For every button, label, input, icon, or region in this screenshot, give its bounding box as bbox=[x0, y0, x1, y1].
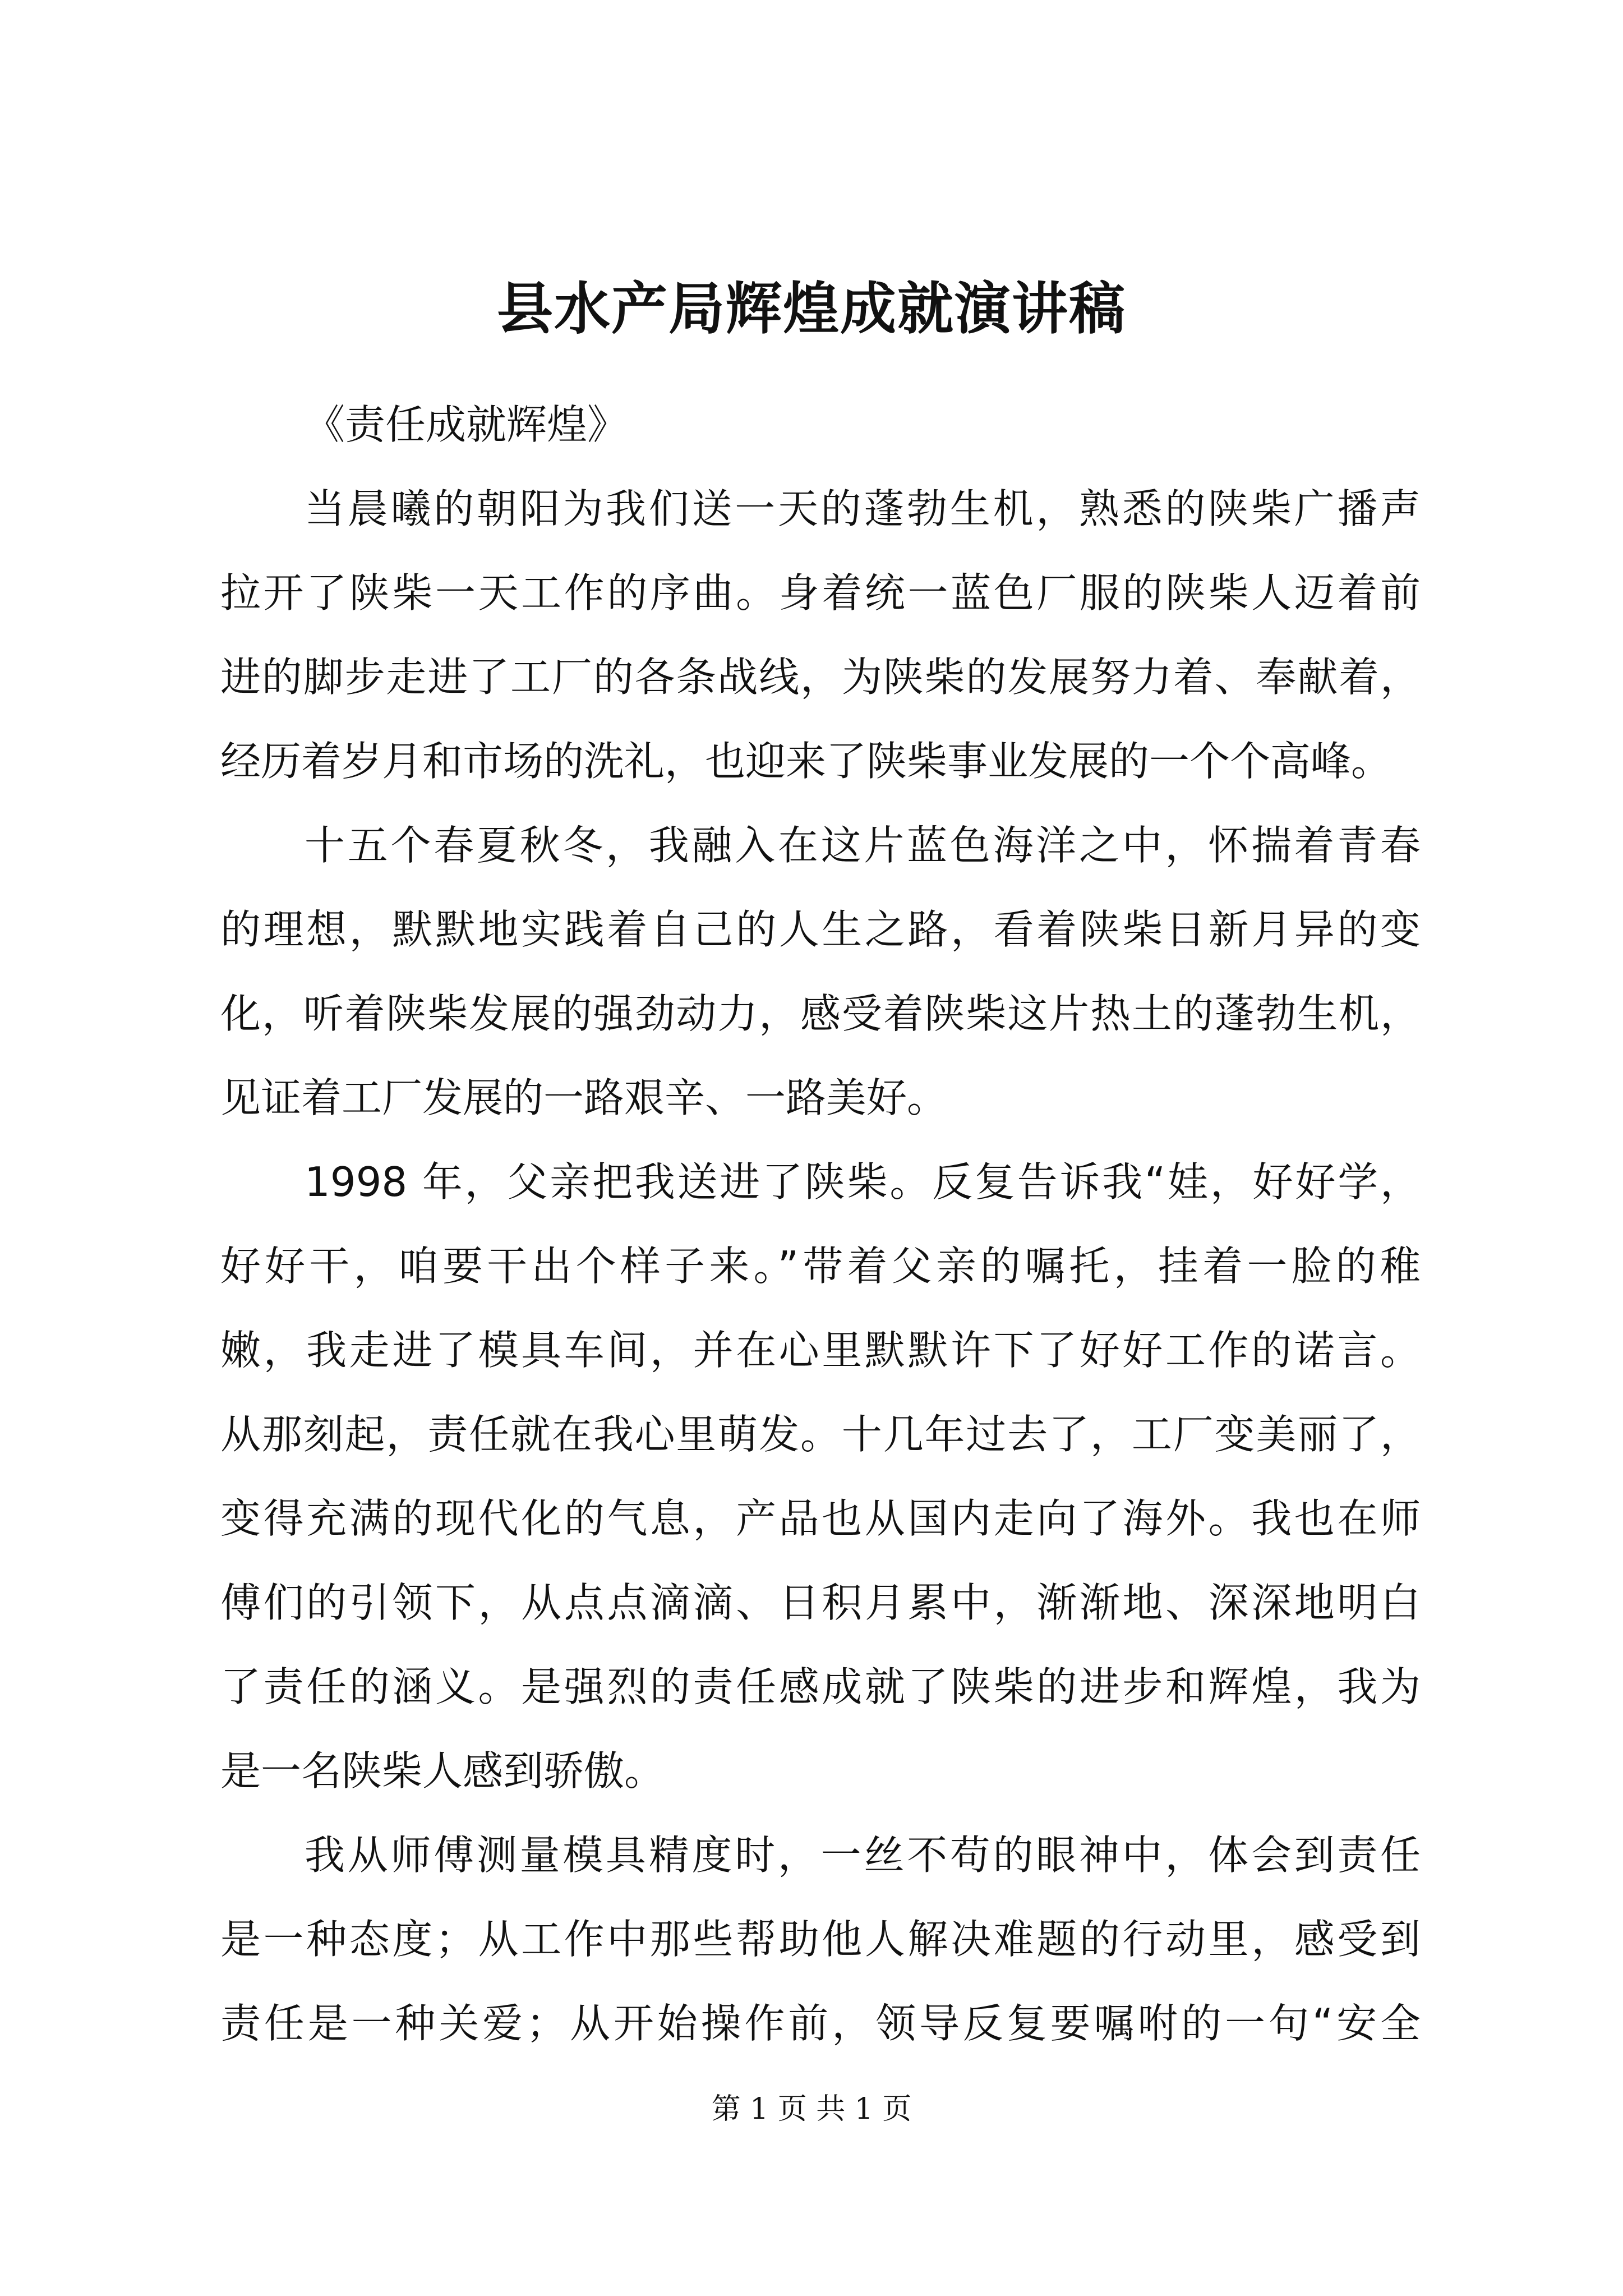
paragraph-line: 拉开了陕柴一天工作的序曲。身着统一蓝色厂服的陕柴人迈着前 bbox=[220, 569, 1421, 616]
paragraph-line: 当晨曦的朝阳为我们送一天的蓬勃生机，熟悉的陕柴广播声 bbox=[305, 485, 1421, 532]
paragraph-line: 十五个春夏秋冬，我融入在这片蓝色海洋之中，怀揣着青春 bbox=[305, 822, 1421, 869]
paragraph-line: 经历着岁月和市场的洗礼，也迎来了陕柴事业发展的一个个高峰。 bbox=[220, 738, 1392, 785]
paragraph-line: 变得充满的现代化的气息，产品也从国内走向了海外。我也在师 bbox=[220, 1495, 1421, 1542]
paragraph bbox=[220, 1813, 1421, 2065]
paragraph-line: 嫩，我走进了模具车间，并在心里默默许下了好好工作的诺言。 bbox=[220, 1327, 1421, 1374]
paragraph-line: 了责任的涵义。是强烈的责任感成就了陕柴的进步和辉煌，我为 bbox=[220, 1663, 1421, 1710]
paragraph-list bbox=[220, 467, 1421, 2065]
paragraph-line: 1998 年，父亲把我送进了陕柴。反复告诉我“娃，好好学， bbox=[305, 1158, 1421, 1205]
paragraph bbox=[220, 1140, 1421, 1813]
paragraph bbox=[220, 803, 1421, 1140]
paragraph-line: 傅们的引领下，从点点滴滴、日积月累中，渐渐地、深深地明白 bbox=[220, 1579, 1421, 1626]
paragraph-line: 进的脚步走进了工厂的各条战线，为陕柴的发展努力着、奉献着， bbox=[220, 654, 1421, 701]
paragraph-line: 见证着工厂发展的一路艰辛、一路美好。 bbox=[220, 1074, 948, 1121]
paragraph-line: 的理想，默默地实践着自己的人生之路，看着陕柴日新月异的变 bbox=[220, 906, 1421, 953]
paragraph-line: 好好干，咱要干出个样子来。”带着父亲的嘱托，挂着一脸的稚 bbox=[220, 1243, 1421, 1290]
document-title: 县水产局辉煌成就演讲稿 bbox=[497, 275, 1126, 342]
paragraph-line: 我从师傅测量模具精度时，一丝不苟的眼神中，体会到责任 bbox=[305, 1832, 1421, 1879]
paragraph bbox=[220, 467, 1421, 803]
paragraph-line: 是一名陕柴人感到骄傲。 bbox=[220, 1747, 665, 1795]
paragraph-line: 从那刻起，责任就在我心里萌发。十几年过去了，工厂变美丽了， bbox=[220, 1411, 1421, 1458]
paragraph-line: 是一种态度；从工作中那些帮助他人解决难题的行动里，感受到 bbox=[220, 1916, 1421, 1963]
document-subtitle: 《责任成就辉煌》 bbox=[305, 401, 628, 448]
page-footer: 第 1 页 共 1 页 bbox=[711, 2092, 912, 2126]
document-body bbox=[220, 383, 1421, 2065]
paragraph-line: 责任是一种关爱；从开始操作前，领导反复要嘱咐的一句“安全 bbox=[220, 2000, 1421, 2047]
paragraph-line: 化，听着陕柴发展的强劲动力，感受着陕柴这片热土的蓬勃生机， bbox=[220, 990, 1421, 1037]
